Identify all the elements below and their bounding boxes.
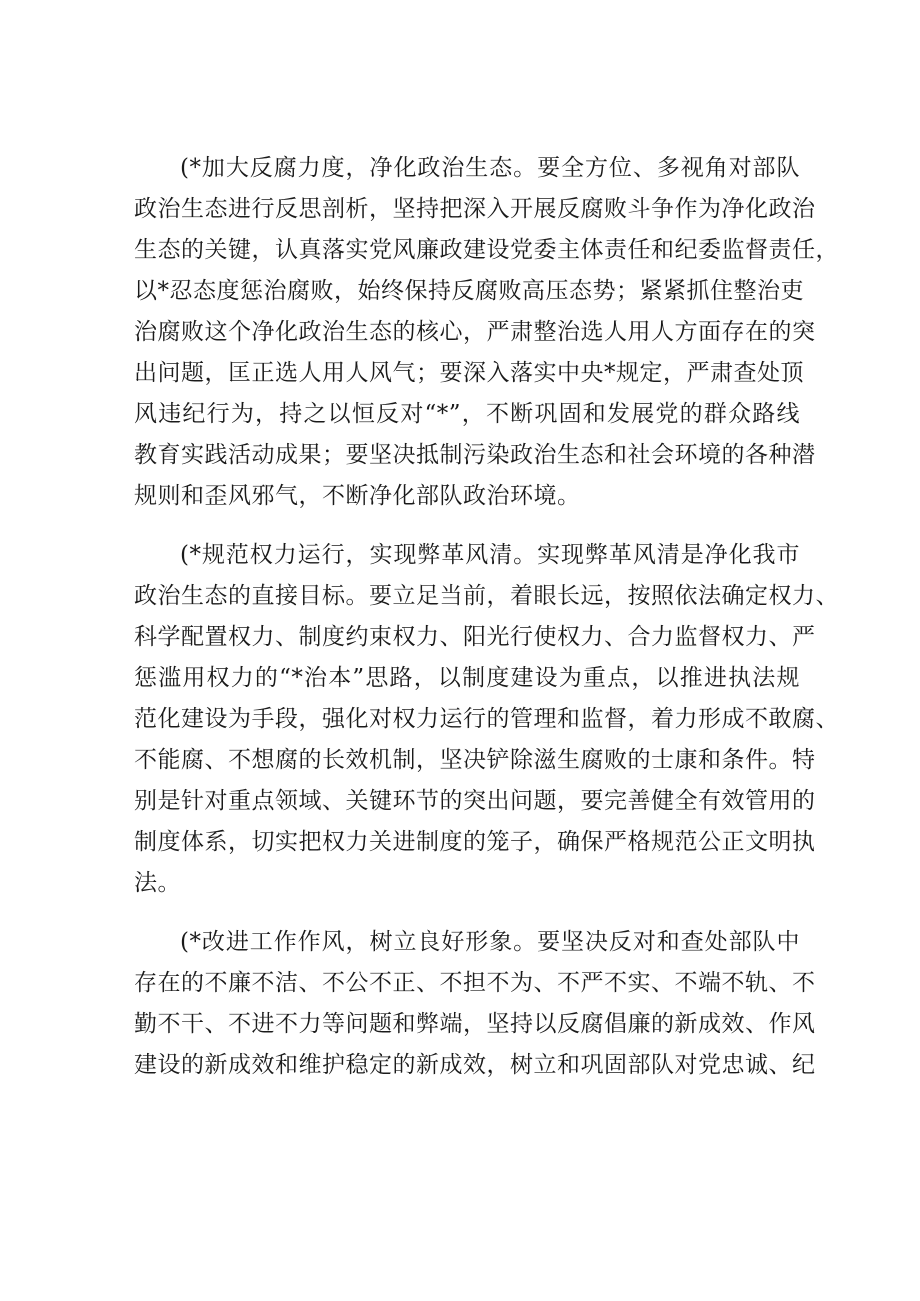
text-line: 存在的不廉不洁、不公不正、不担不为、不严不实、不端不轨、不 xyxy=(134,970,816,996)
text-line: (*改进工作作风，树立良好形象。要坚决反对和查处部队中 xyxy=(180,929,800,955)
text-line: 法。 xyxy=(134,870,181,896)
text-line: 不能腐、不想腐的长效机制，坚决铲除滋生腐败的士康和条件。特 xyxy=(134,747,816,773)
text-line: 惩滥用权力的“*治本”思路，以制度建设为重点，以推进执法规 xyxy=(134,665,800,691)
text-line: 政治生态进行反思剖析，坚持把深入开展反腐败斗争作为净化政治 xyxy=(134,196,816,222)
text-line: 建设的新成效和维护稳定的新成效，树立和巩固部队对党忠诚、纪 xyxy=(134,1052,816,1078)
text-line: 别是针对重点领域、关键环节的突出问题，要完善健全有效管用的 xyxy=(134,788,816,814)
text-line: (*加大反腐力度，净化政治生态。要全方位、多视角对部队 xyxy=(180,155,800,181)
text-line: 教育实践活动成果；要坚决抵制污染政治生态和社会环境的各种潜 xyxy=(134,442,816,468)
text-line: 风违纪行为，持之以恒反对“*”，不断巩固和发展党的群众路线 xyxy=(134,401,800,427)
text-line: 生态的关键，认真落实党风廉政建设党委主体责任和纪委监督责任， xyxy=(134,237,839,263)
text-line: 治腐败这个净化政治生态的核心，严肃整治选人用人方面存在的突 xyxy=(134,319,816,345)
paragraph-anti-corruption xyxy=(134,148,839,517)
document-page xyxy=(134,148,839,1104)
paragraph-regulate-power xyxy=(134,535,839,904)
text-line: 规则和歪风邪气，不断净化部队政治环境。 xyxy=(134,483,581,509)
text-line: 科学配置权力、制度约束权力、阳光行使权力、合力监督权力、严 xyxy=(134,624,816,650)
text-line: 制度体系，切实把权力关进制度的笼子，确保严格规范公正文明执 xyxy=(134,829,816,855)
text-line: 政治生态的直接目标。要立足当前，着眼长远，按照依法确定权力、 xyxy=(134,583,839,609)
text-line: 勤不干、不进不力等问题和弊端，坚持以反腐倡廉的新成效、作风 xyxy=(134,1011,816,1037)
paragraph-work-style xyxy=(134,922,816,1086)
text-line: 范化建设为手段，强化对权力运行的管理和监督，着力形成不敢腐、 xyxy=(134,706,839,732)
text-line: (*规范权力运行，实现弊革风清。实现弊革风清是净化我市 xyxy=(180,542,800,568)
text-line: 出问题，匡正选人用人风气；要深入落实中央*规定，严肃查处顶 xyxy=(134,360,804,386)
text-line: 以*忍态度惩治腐败，始终保持反腐败高压态势；紧紧抓住整治吏 xyxy=(134,278,804,304)
